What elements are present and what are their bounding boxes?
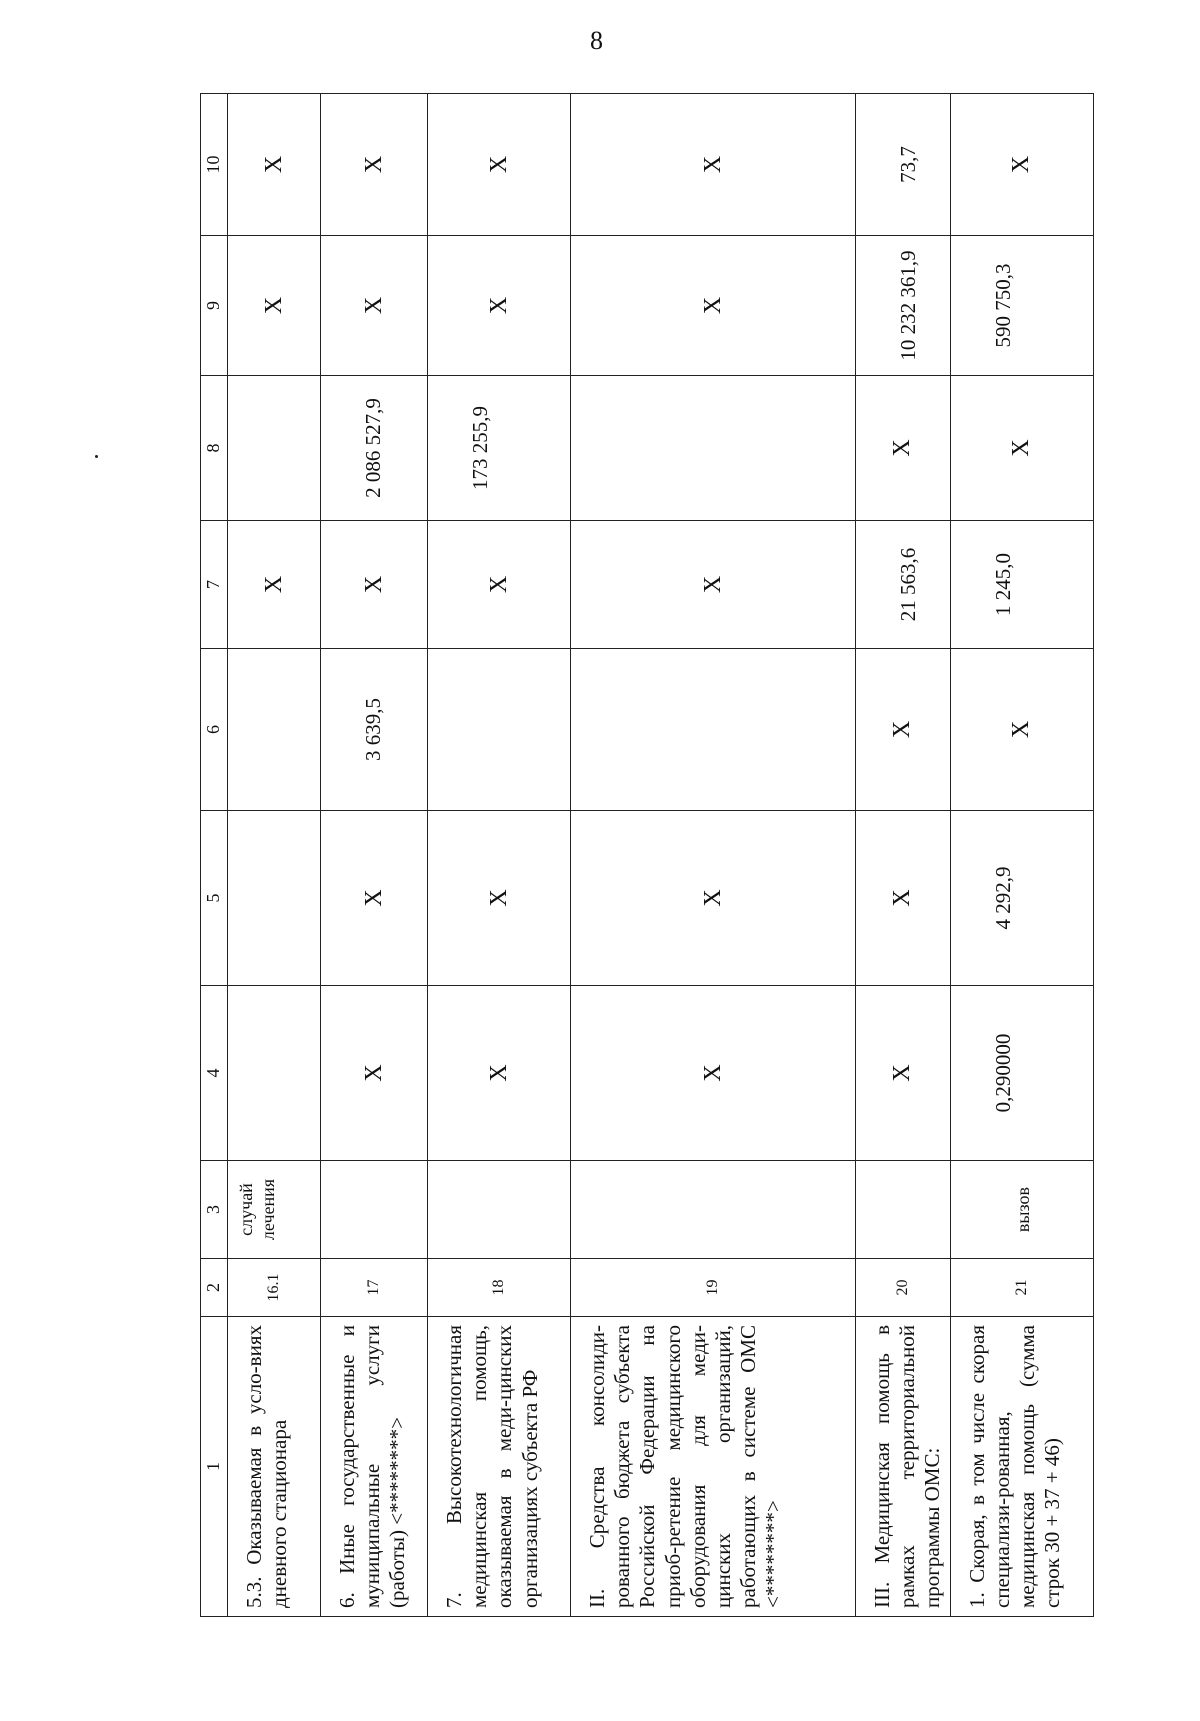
cell-c6	[428, 649, 571, 811]
row-unit: вызов	[950, 1161, 1093, 1259]
table-row	[950, 94, 1093, 1617]
cell-c9: 590 750,3	[950, 236, 1093, 376]
row-name: II. Средства консолиди-рованного бюджета субъекта Российской Федерации на приоб-ретение медицинского оборудования для меди-цинских организаций, работающих в системе ОМС <********>	[571, 1317, 856, 1617]
cell-c8	[228, 376, 321, 521]
row-unit	[856, 1161, 951, 1259]
cell-c10: 73,7	[856, 94, 951, 236]
cell-c7: X	[571, 521, 856, 649]
cell-c10: X	[228, 94, 321, 236]
table-row	[856, 94, 951, 1617]
row-unit	[571, 1161, 856, 1259]
row-unit	[321, 1161, 428, 1259]
cell-c5: X	[428, 811, 571, 986]
cell-c4: X	[571, 986, 856, 1161]
col-header-2: 2	[201, 1259, 228, 1317]
cell-c8: X	[950, 376, 1093, 521]
row-code: 18	[428, 1259, 571, 1317]
cell-c10: X	[428, 94, 571, 236]
cell-c6	[571, 649, 856, 811]
cell-c9: X	[321, 236, 428, 376]
cell-c6	[228, 649, 321, 811]
col-header-10: 10	[201, 94, 228, 236]
col-header-1: 1	[201, 1317, 228, 1617]
rotated-table-container	[200, 94, 1090, 1617]
col-header-7: 7	[201, 521, 228, 649]
row-code: 16.1	[228, 1259, 321, 1317]
cell-c9: X	[571, 236, 856, 376]
cell-c8: X	[856, 376, 951, 521]
cell-c9: 10 232 361,9	[856, 236, 951, 376]
cell-c10: X	[950, 94, 1093, 236]
row-code: 19	[571, 1259, 856, 1317]
col-header-5: 5	[201, 811, 228, 986]
col-header-4: 4	[201, 986, 228, 1161]
table-row	[321, 94, 428, 1617]
data-table	[200, 93, 1094, 1617]
cell-c9: X	[428, 236, 571, 376]
row-code: 17	[321, 1259, 428, 1317]
cell-c4	[228, 986, 321, 1161]
row-name: 6. Иные государственные и муниципальные услуги (работы) <********>	[321, 1317, 428, 1617]
table-row	[428, 94, 571, 1617]
cell-c7: X	[228, 521, 321, 649]
col-header-9: 9	[201, 236, 228, 376]
table-row	[228, 94, 321, 1617]
cell-c5	[228, 811, 321, 986]
col-header-8: 8	[201, 376, 228, 521]
cell-c9: X	[228, 236, 321, 376]
cell-c6: X	[950, 649, 1093, 811]
cell-c7: X	[321, 521, 428, 649]
row-name: 7. Высокотехнологичная медицинская помощь, оказываемая в меди-цинских организациях субъекта РФ	[428, 1317, 571, 1617]
cell-c8: 173 255,9	[428, 376, 571, 521]
cell-c6: X	[856, 649, 951, 811]
row-code: 21	[950, 1259, 1093, 1317]
row-name: 5.3. Оказываемая в усло-виях дневного стационара	[228, 1317, 321, 1617]
row-unit: случай лечения	[228, 1161, 321, 1259]
cell-c8	[571, 376, 856, 521]
header-row	[201, 94, 228, 1617]
cell-c5: X	[571, 811, 856, 986]
row-unit	[428, 1161, 571, 1259]
page-number: 8	[590, 26, 603, 55]
table-row	[571, 94, 856, 1617]
cell-c4: X	[321, 986, 428, 1161]
col-header-3: 3	[201, 1161, 228, 1259]
cell-c7: 21 563,6	[856, 521, 951, 649]
cell-c7: X	[428, 521, 571, 649]
col-header-6: 6	[201, 649, 228, 811]
scan-dot	[95, 455, 98, 458]
cell-c4: X	[428, 986, 571, 1161]
row-code: 20	[856, 1259, 951, 1317]
cell-c6: 3 639,5	[321, 649, 428, 811]
cell-c8: 2 086 527,9	[321, 376, 428, 521]
cell-c10: X	[321, 94, 428, 236]
cell-c10: X	[571, 94, 856, 236]
cell-c5: X	[856, 811, 951, 986]
cell-c5: X	[321, 811, 428, 986]
cell-c4: X	[856, 986, 951, 1161]
row-name: III. Медицинская помощь в рамках территориальной программы ОМС:	[856, 1317, 951, 1617]
cell-c5: 4 292,9	[950, 811, 1093, 986]
row-name: 1. Скорая, в том числе скорая специализи-рованная, медицинская помощь (сумма строк 30 + 37 + 46)	[950, 1317, 1093, 1617]
cell-c7: 1 245,0	[950, 521, 1093, 649]
cell-c4: 0,290000	[950, 986, 1093, 1161]
